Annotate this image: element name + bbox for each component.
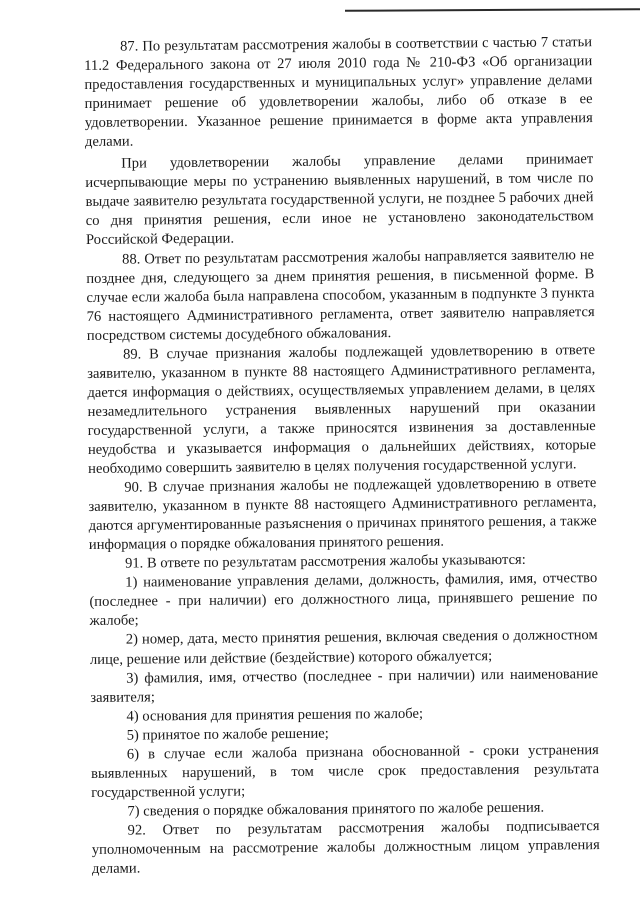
list-item-3: 3) фамилия, имя, отчество (последнее - при наличии) или наименование заявителя;: [90, 665, 599, 706]
list-item-1: 1) наименование управления делами, должность, фамилия, имя, отчество (последнее - при наличии) его должностного лица, принявшего решение по жалобе;: [89, 570, 598, 630]
list-item-7: 7) сведения о порядке обжалования принятого по жалобе решения.: [127, 799, 545, 820]
list-item-6: 6) в случае если жалоба признана обоснованной - сроки устранения выявленных нарушений, в том числе срок предоставления результата государственной услуги;: [90, 741, 600, 801]
scan-edge-line: [345, 8, 640, 12]
paragraph-92: 92. Ответ по результатам рассмотрения жалобы подписывается уполномоченным на рассмотрение жалобы должностным лицом управления делами.: [91, 818, 600, 877]
paragraph-87: 87. По результатам рассмотрения жалобы в соответствии с частью 7 статьи 11.2 Федерального закона от 27 июля 2010 года № 210-ФЗ «Об организации предоставления государственных и муниципальных услуг» управление делами принимает решение об удовлетворении жалобы, либо об отказе в ее удовлетворении. Указанное решение принимается в форме акта управления делами.: [84, 34, 593, 151]
list-item-2: 2) номер, дата, место принятия решения, включая сведения о должностном лице, решение или действие (бездействие) которого обжалуется;: [89, 627, 598, 668]
paragraph-91: 91. В ответе по результатам рассмотрения жалобы указываются:: [124, 552, 526, 572]
document-page: [84, 33, 600, 879]
paragraph-90: 90. В случае признания жалобы не подлежащей удовлетворению в ответе заявителю, указанном в пункте 88 настоящего Административного регламента, даются аргументированные разъяснения о причинах принятого решения, а также информация о порядке обжалования принятого решения.: [88, 475, 597, 554]
paragraph-87-continuation: При удовлетворении жалобы управление делами принимает исчерпывающие меры по устранению выявленных нарушений, в том числе по выдаче заявителю результата государственной услуги, не позднее 5 рабочих дней со дня принятия решения, если иное не установлено законодательством Российской Федерации.: [85, 151, 594, 249]
paragraph-88: 88. Ответ по результатам рассмотрения жалобы направляется заявителю не позднее дня, следующего за днем принятия решения, в письменной форме. В случае если жалоба была направлена способом, указанным в подпункте 3 пункта 76 настоящего Административного регламента, ответ заявителю направляется посредством системы досудебного обжалования.: [86, 246, 595, 344]
list-item-5: 5) принятое по жалобе решение;: [126, 725, 329, 744]
list-item-4: 4) основания для принятия решения по жалобе;: [126, 705, 424, 725]
paragraph-89: 89. В случае признания жалобы подлежащей удовлетворению в ответе заявителю, указанном в пункте 88 настоящего Административного регламента, дается информация о действиях, осуществляемых управлением делами, в целях незамедлительного устранения выявленных нарушений при оказании государственной услуги, а также приносятся извинения за доставленные неудобства и указывается информация о дальнейших действиях, которые необходимо совершить заявителю в целях получения государственной услуги.: [87, 341, 597, 478]
